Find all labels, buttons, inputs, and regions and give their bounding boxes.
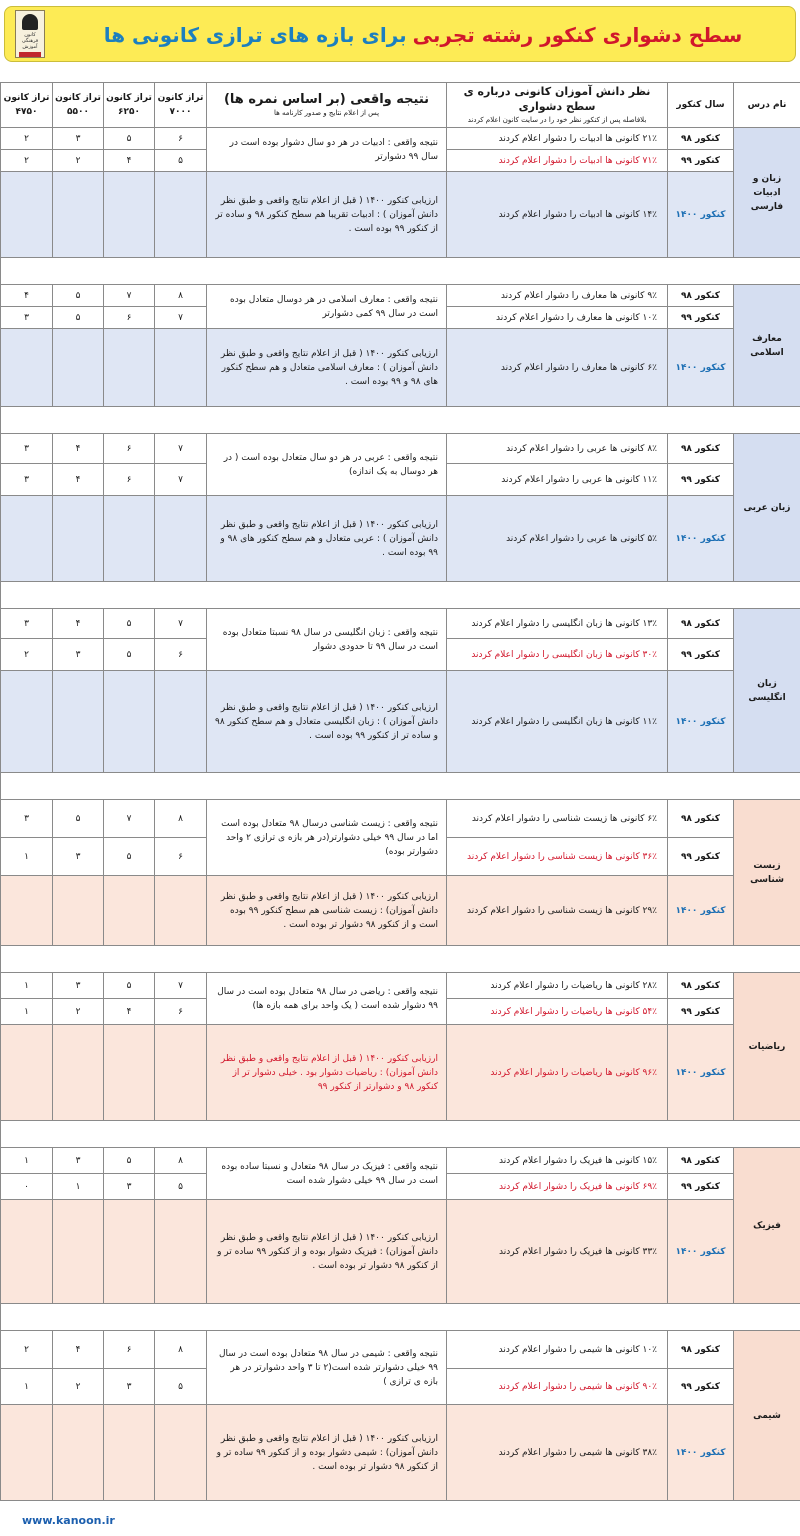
subject-name: فیزیک — [734, 1148, 800, 1304]
year-98: کنکور ۹۸ — [668, 434, 734, 464]
section-gap — [1, 946, 800, 973]
score-99: ۲ — [53, 999, 104, 1025]
score-1400-empty — [1, 172, 53, 258]
score-99: ۲ — [53, 1369, 104, 1405]
col-result-title: نتیجه واقعی (بر اساس نمره ها) — [223, 91, 430, 107]
score-98: ۶ — [104, 434, 155, 464]
opinion-98: ۱۰٪ کانونی ها شیمی را دشوار اعلام کردند — [447, 1331, 668, 1369]
subject-name: معارف اسلامی — [734, 285, 800, 407]
year-98: کنکور ۹۸ — [668, 285, 734, 307]
score-99: ۵ — [155, 1174, 207, 1200]
graduate-icon — [22, 14, 38, 30]
year-1400: کنکور ۱۴۰۰ — [668, 496, 734, 582]
year-98: کنکور ۹۸ — [668, 609, 734, 639]
opinion-1400: ۱۴٪ کانونی ها ادبیات را دشوار اعلام کردند — [447, 172, 668, 258]
year-99: کنکور ۹۹ — [668, 1369, 734, 1405]
score-99: ۱ — [53, 1174, 104, 1200]
score-99: ۳ — [1, 464, 53, 496]
year-98: کنکور ۹۸ — [668, 973, 734, 999]
real-result: نتیجه واقعی : زبان انگلیسی در سال ۹۸ نسبتا متعادل بوده است در سال ۹۹ تا حدودی دشوار — [207, 609, 447, 671]
gap-cell — [1, 1121, 800, 1148]
score-98: ۸ — [155, 1331, 207, 1369]
score-98: ۴ — [53, 434, 104, 464]
year-1400: کنکور ۱۴۰۰ — [668, 1025, 734, 1121]
score-1400-empty — [1, 496, 53, 582]
score-1400-empty — [104, 496, 155, 582]
score-99: ۵ — [104, 639, 155, 671]
score-1400-empty — [155, 671, 207, 773]
score-98: ۷ — [104, 800, 155, 838]
score-98: ۷ — [104, 285, 155, 307]
real-result: نتیجه واقعی : معارف اسلامی در هر دوسال متعادل بوده است در سال ۹۹ کمی دشوارتر — [207, 285, 447, 329]
row-98 — [1, 285, 800, 307]
row-1400 — [1, 172, 800, 258]
score-1400-empty — [104, 876, 155, 946]
gap-cell — [1, 258, 800, 285]
year-99: کنکور ۹۹ — [668, 639, 734, 671]
section-gap — [1, 582, 800, 609]
opinion-1400: ۹۶٪ کانونی ها ریاضیات را دشوار اعلام کردند — [447, 1025, 668, 1121]
score-1400-empty — [53, 1200, 104, 1304]
year-1400: کنکور ۱۴۰۰ — [668, 329, 734, 407]
evaluation-1400: ارزیابی کنکور ۱۴۰۰ ( قبل از اعلام نتایج واقعی و طبق نظر دانش آموزان ) : زبان انگلیسی متعادل و هم سطح کنکور ۹۸ و ساده تر از کنکور ۹۹ بوده است . — [207, 671, 447, 773]
score-99: ۱ — [1, 838, 53, 876]
score-99: ۷ — [155, 464, 207, 496]
score-99: ۲ — [1, 639, 53, 671]
score-98: ۸ — [155, 800, 207, 838]
row-98 — [1, 973, 800, 999]
score-98: ۲ — [1, 128, 53, 150]
col-subject: نام درس — [734, 83, 800, 128]
title-part-2: برای بازه های ترازی کانونی ها — [103, 23, 407, 47]
score-99: ۲ — [53, 150, 104, 172]
subject-name: ریاضیات — [734, 973, 800, 1121]
col-opinion-sub: بلافاصله پس از کنکور نظر خود را در سایت کانون اعلام کردند — [467, 116, 647, 124]
section-gap — [1, 1121, 800, 1148]
year-1400: کنکور ۱۴۰۰ — [668, 1200, 734, 1304]
col-result — [207, 83, 447, 128]
score-1400-empty — [1, 1025, 53, 1121]
score-1400-empty — [1, 329, 53, 407]
col-t4750: تراز کانون ۴۷۵۰ — [1, 83, 53, 128]
opinion-99: ۱۰٪ کانونی ها معارف را دشوار اعلام کردند — [447, 307, 668, 329]
real-result: نتیجه واقعی : ادبیات در هر دو سال دشوار بوده است در سال ۹۹ دشوارتر — [207, 128, 447, 172]
opinion-99: ۷۱٪ کانونی ها ادبیات را دشوار اعلام کردند — [447, 150, 668, 172]
opinion-98: ۲۱٪ کانونی ها ادبیات را دشوار اعلام کردند — [447, 128, 668, 150]
subject-name: زیست شناسی — [734, 800, 800, 946]
score-1400-empty — [1, 876, 53, 946]
row-1400 — [1, 329, 800, 407]
real-result: نتیجه واقعی : عربی در هر دو سال متعادل بوده است ( در هر دوسال به یک اندازه) — [207, 434, 447, 496]
score-98: ۴ — [1, 285, 53, 307]
evaluation-1400: ارزیابی کنکور ۱۴۰۰ ( قبل از اعلام نتایج واقعی و طبق نظر دانش آموزان ) : معارف اسلامی متعادل و هم سطح کنکور های ۹۸ و ۹۹ بوده است . — [207, 329, 447, 407]
score-1400-empty — [53, 876, 104, 946]
opinion-99: ۶۹٪ کانونی ها فیزیک را دشوار اعلام کردند — [447, 1174, 668, 1200]
real-result: نتیجه واقعی : ریاضی در سال ۹۸ متعادل بوده است در سال ۹۹ دشوار شده است ( یک واحد برای همه بازه ها) — [207, 973, 447, 1025]
real-result: نتیجه واقعی : شیمی در سال ۹۸ متعادل بوده است در سال ۹۹ خیلی دشوارتر شده است(۲ تا ۳ واحد دشوارتر در هر بازه ی ترازی ) — [207, 1331, 447, 1405]
score-99: ۱ — [1, 999, 53, 1025]
score-99: ۵ — [155, 1369, 207, 1405]
page-title — [55, 7, 785, 63]
gap-cell — [1, 407, 800, 434]
score-1400-empty — [53, 1405, 104, 1501]
year-1400: کنکور ۱۴۰۰ — [668, 671, 734, 773]
score-99: ۳ — [104, 1369, 155, 1405]
score-1400-empty — [155, 1200, 207, 1304]
row-98 — [1, 609, 800, 639]
score-98: ۵ — [104, 609, 155, 639]
score-98: ۷ — [155, 973, 207, 999]
score-1400-empty — [155, 876, 207, 946]
gap-cell — [1, 582, 800, 609]
opinion-98: ۱۵٪ کانونی ها فیزیک را دشوار اعلام کردند — [447, 1148, 668, 1174]
score-98: ۱ — [1, 1148, 53, 1174]
score-98: ۵ — [104, 128, 155, 150]
score-98: ۳ — [53, 1148, 104, 1174]
col-t6250: تراز کانون ۶۲۵۰ — [104, 83, 155, 128]
evaluation-1400: ارزیابی کنکور ۱۴۰۰ ( قبل از اعلام نتایج واقعی و طبق نظر دانش آموزان ) : ادبیات تقریبا هم سطح کنکور ۹۸ و ساده تر از کنکور ۹۹ بوده است . — [207, 172, 447, 258]
score-99: ۳ — [1, 307, 53, 329]
score-99: ۴ — [104, 150, 155, 172]
evaluation-1400: ارزیابی کنکور ۱۴۰۰ ( قبل از اعلام نتایج واقعی و طبق نظر دانش آموزان) : زیست شناسی هم سطح کنکور ۹۹ بوده است و از کنکور ۹۸ دشوار تر بوده است . — [207, 876, 447, 946]
score-99: ۳ — [53, 838, 104, 876]
score-99: ۵ — [155, 150, 207, 172]
gap-cell — [1, 1304, 800, 1331]
score-98: ۴ — [53, 1331, 104, 1369]
row-98 — [1, 800, 800, 838]
score-1400-empty — [155, 329, 207, 407]
evaluation-1400: ارزیابی کنکور ۱۴۰۰ ( قبل از اعلام نتایج واقعی و طبق نظر دانش آموزان) : ریاضیات دشوار بود . خیلی دشوار تر از کنکور ۹۸ و دشوارتر از کنکور ۹۹ — [207, 1025, 447, 1121]
score-1400-empty — [1, 1405, 53, 1501]
real-result: نتیجه واقعی : زیست شناسی درسال ۹۸ متعادل بوده است اما در سال ۹۹ خیلی دشوارتر(در هر بازه ی ترازی ۲ واحد دشوارتر بوده) — [207, 800, 447, 876]
score-1400-empty — [104, 1200, 155, 1304]
opinion-98: ۱۳٪ کانونی ها زبان انگلیسی را دشوار اعلام کردند — [447, 609, 668, 639]
year-98: کنکور ۹۸ — [668, 128, 734, 150]
score-99: ۶ — [155, 838, 207, 876]
year-98: کنکور ۹۸ — [668, 1331, 734, 1369]
score-98: ۱ — [1, 973, 53, 999]
row-98 — [1, 1148, 800, 1174]
subject-name: شیمی — [734, 1331, 800, 1501]
opinion-99: ۵۴٪ کانونی ها ریاضیات را دشوار اعلام کردند — [447, 999, 668, 1025]
score-99: ۶ — [155, 999, 207, 1025]
score-98: ۳ — [1, 609, 53, 639]
score-99: ۷ — [155, 307, 207, 329]
score-98: ۳ — [53, 128, 104, 150]
row-98 — [1, 1331, 800, 1369]
year-99: کنکور ۹۹ — [668, 150, 734, 172]
real-result: نتیجه واقعی : فیزیک در سال ۹۸ متعادل و نسبتا ساده بوده است در سال ۹۹ خیلی دشوار شده است — [207, 1148, 447, 1200]
section-gap — [1, 407, 800, 434]
title-part-1: سطح دشواری کنکور رشته تجربی — [412, 23, 743, 47]
score-98: ۶ — [104, 1331, 155, 1369]
score-1400-empty — [104, 671, 155, 773]
subject-name: زبان انگلیسی — [734, 609, 800, 773]
score-1400-empty — [104, 1025, 155, 1121]
score-1400-empty — [155, 1405, 207, 1501]
score-98: ۵ — [53, 800, 104, 838]
score-99: ۵ — [104, 838, 155, 876]
section-gap — [1, 258, 800, 285]
opinion-99: ۹۰٪ کانونی ها شیمی را دشوار اعلام کردند — [447, 1369, 668, 1405]
col-year: سال کنکور — [668, 83, 734, 128]
row-1400 — [1, 876, 800, 946]
gap-cell — [1, 946, 800, 973]
row-1400 — [1, 496, 800, 582]
row-1400 — [1, 1200, 800, 1304]
opinion-1400: ۳۸٪ کانونی ها شیمی را دشوار اعلام کردند — [447, 1405, 668, 1501]
opinion-1400: ۳۳٪ کانونی ها فیزیک را دشوار اعلام کردند — [447, 1200, 668, 1304]
col-opinion-title: نظر دانش آموزان کانونی درباره ی سطح دشواری — [463, 85, 651, 113]
score-99: ۴ — [53, 464, 104, 496]
score-99: ۵ — [53, 307, 104, 329]
score-1400-empty — [104, 329, 155, 407]
subject-name: زبان و ادبیات فارسی — [734, 128, 800, 258]
score-99: ۳ — [53, 639, 104, 671]
score-1400-empty — [155, 496, 207, 582]
opinion-99: ۱۱٪ کانونی ها عربی را دشوار اعلام کردند — [447, 464, 668, 496]
year-99: کنکور ۹۹ — [668, 999, 734, 1025]
evaluation-1400: ارزیابی کنکور ۱۴۰۰ ( قبل از اعلام نتایج واقعی و طبق نظر دانش آموزان) : شیمی دشوار بوده و از کنکور ۹۹ ساده تر و از کنکور ۹۸ دشوار تر بوده است . — [207, 1405, 447, 1501]
score-98: ۷ — [155, 609, 207, 639]
score-99: ۴ — [104, 999, 155, 1025]
year-1400: کنکور ۱۴۰۰ — [668, 876, 734, 946]
score-98: ۸ — [155, 285, 207, 307]
score-99: ۱ — [1, 1369, 53, 1405]
opinion-1400: ۲۹٪ کانونی ها زیست شناسی را دشوار اعلام کردند — [447, 876, 668, 946]
year-1400: کنکور ۱۴۰۰ — [668, 172, 734, 258]
subject-name: زبان عربی — [734, 434, 800, 582]
year-98: کنکور ۹۸ — [668, 800, 734, 838]
opinion-98: ۲۸٪ کانونی ها ریاضیات را دشوار اعلام کردند — [447, 973, 668, 999]
score-99: ۳ — [104, 1174, 155, 1200]
score-99: ۶ — [155, 639, 207, 671]
opinion-98: ۸٪ کانونی ها عربی را دشوار اعلام کردند — [447, 434, 668, 464]
header-row — [1, 83, 800, 128]
opinion-1400: ۶٪ کانونی ها معارف را دشوار اعلام کردند — [447, 329, 668, 407]
score-99: ۰ — [1, 1174, 53, 1200]
col-t7000: تراز کانون ۷۰۰۰ — [155, 83, 207, 128]
kanoon-logo — [15, 10, 45, 58]
score-98: ۸ — [155, 1148, 207, 1174]
score-98: ۲ — [1, 1331, 53, 1369]
score-1400-empty — [1, 671, 53, 773]
year-99: کنکور ۹۹ — [668, 307, 734, 329]
opinion-1400: ۱۱٪ کانونی ها زبان انگلیسی را دشوار اعلام کردند — [447, 671, 668, 773]
score-98: ۵ — [53, 285, 104, 307]
year-99: کنکور ۹۹ — [668, 838, 734, 876]
year-1400: کنکور ۱۴۰۰ — [668, 1405, 734, 1501]
score-1400-empty — [53, 496, 104, 582]
row-1400 — [1, 1025, 800, 1121]
score-98: ۴ — [53, 609, 104, 639]
opinion-1400: ۵٪ کانونی ها عربی را دشوار اعلام کردند — [447, 496, 668, 582]
score-1400-empty — [155, 172, 207, 258]
score-1400-empty — [53, 329, 104, 407]
score-1400-empty — [53, 671, 104, 773]
score-1400-empty — [155, 1025, 207, 1121]
col-opinion — [447, 83, 668, 128]
row-1400 — [1, 671, 800, 773]
col-t5500: تراز کانون ۵۵۰۰ — [53, 83, 104, 128]
score-99: ۶ — [104, 464, 155, 496]
gap-cell — [1, 773, 800, 800]
score-98: ۳ — [1, 434, 53, 464]
website-link[interactable]: www.kanoon.ir — [22, 1514, 115, 1527]
score-98: ۷ — [155, 434, 207, 464]
score-1400-empty — [104, 1405, 155, 1501]
logo-text: کانون فرهنگی آموزش — [21, 32, 39, 50]
col-result-sub: پس از اعلام نتایج و صدور کارنامه ها — [273, 108, 380, 117]
score-99: ۲ — [1, 150, 53, 172]
row-98 — [1, 434, 800, 464]
title-banner — [4, 6, 796, 62]
opinion-98: ۶٪ کانونی ها زیست شناسی را دشوار اعلام کردند — [447, 800, 668, 838]
difficulty-table — [0, 82, 800, 1501]
score-1400-empty — [53, 172, 104, 258]
score-1400-empty — [1, 1200, 53, 1304]
logo-stripe — [19, 52, 41, 57]
score-1400-empty — [104, 172, 155, 258]
opinion-98: ۹٪ کانونی ها معارف را دشوار اعلام کردند — [447, 285, 668, 307]
score-98: ۳ — [1, 800, 53, 838]
score-99: ۶ — [104, 307, 155, 329]
opinion-99: ۳۶٪ کانونی ها زیست شناسی را دشوار اعلام کردند — [447, 838, 668, 876]
row-98 — [1, 128, 800, 150]
score-98: ۵ — [104, 1148, 155, 1174]
opinion-99: ۳۰٪ کانونی ها زبان انگلیسی را دشوار اعلام کردند — [447, 639, 668, 671]
section-gap — [1, 1304, 800, 1331]
score-98: ۶ — [155, 128, 207, 150]
row-1400 — [1, 1405, 800, 1501]
evaluation-1400: ارزیابی کنکور ۱۴۰۰ ( قبل از اعلام نتایج واقعی و طبق نظر دانش آموزان ) : عربی متعادل و هم سطح کنکور های ۹۸ و ۹۹ بوده است . — [207, 496, 447, 582]
score-1400-empty — [53, 1025, 104, 1121]
score-98: ۳ — [53, 973, 104, 999]
section-gap — [1, 773, 800, 800]
year-99: کنکور ۹۹ — [668, 1174, 734, 1200]
evaluation-1400: ارزیابی کنکور ۱۴۰۰ ( قبل از اعلام نتایج واقعی و طبق نظر دانش آموزان) : فیزیک دشوار بوده و از کنکور ۹۹ ساده تر و از کنکور ۹۸ دشوار تر بوده است . — [207, 1200, 447, 1304]
year-98: کنکور ۹۸ — [668, 1148, 734, 1174]
year-99: کنکور ۹۹ — [668, 464, 734, 496]
score-98: ۵ — [104, 973, 155, 999]
